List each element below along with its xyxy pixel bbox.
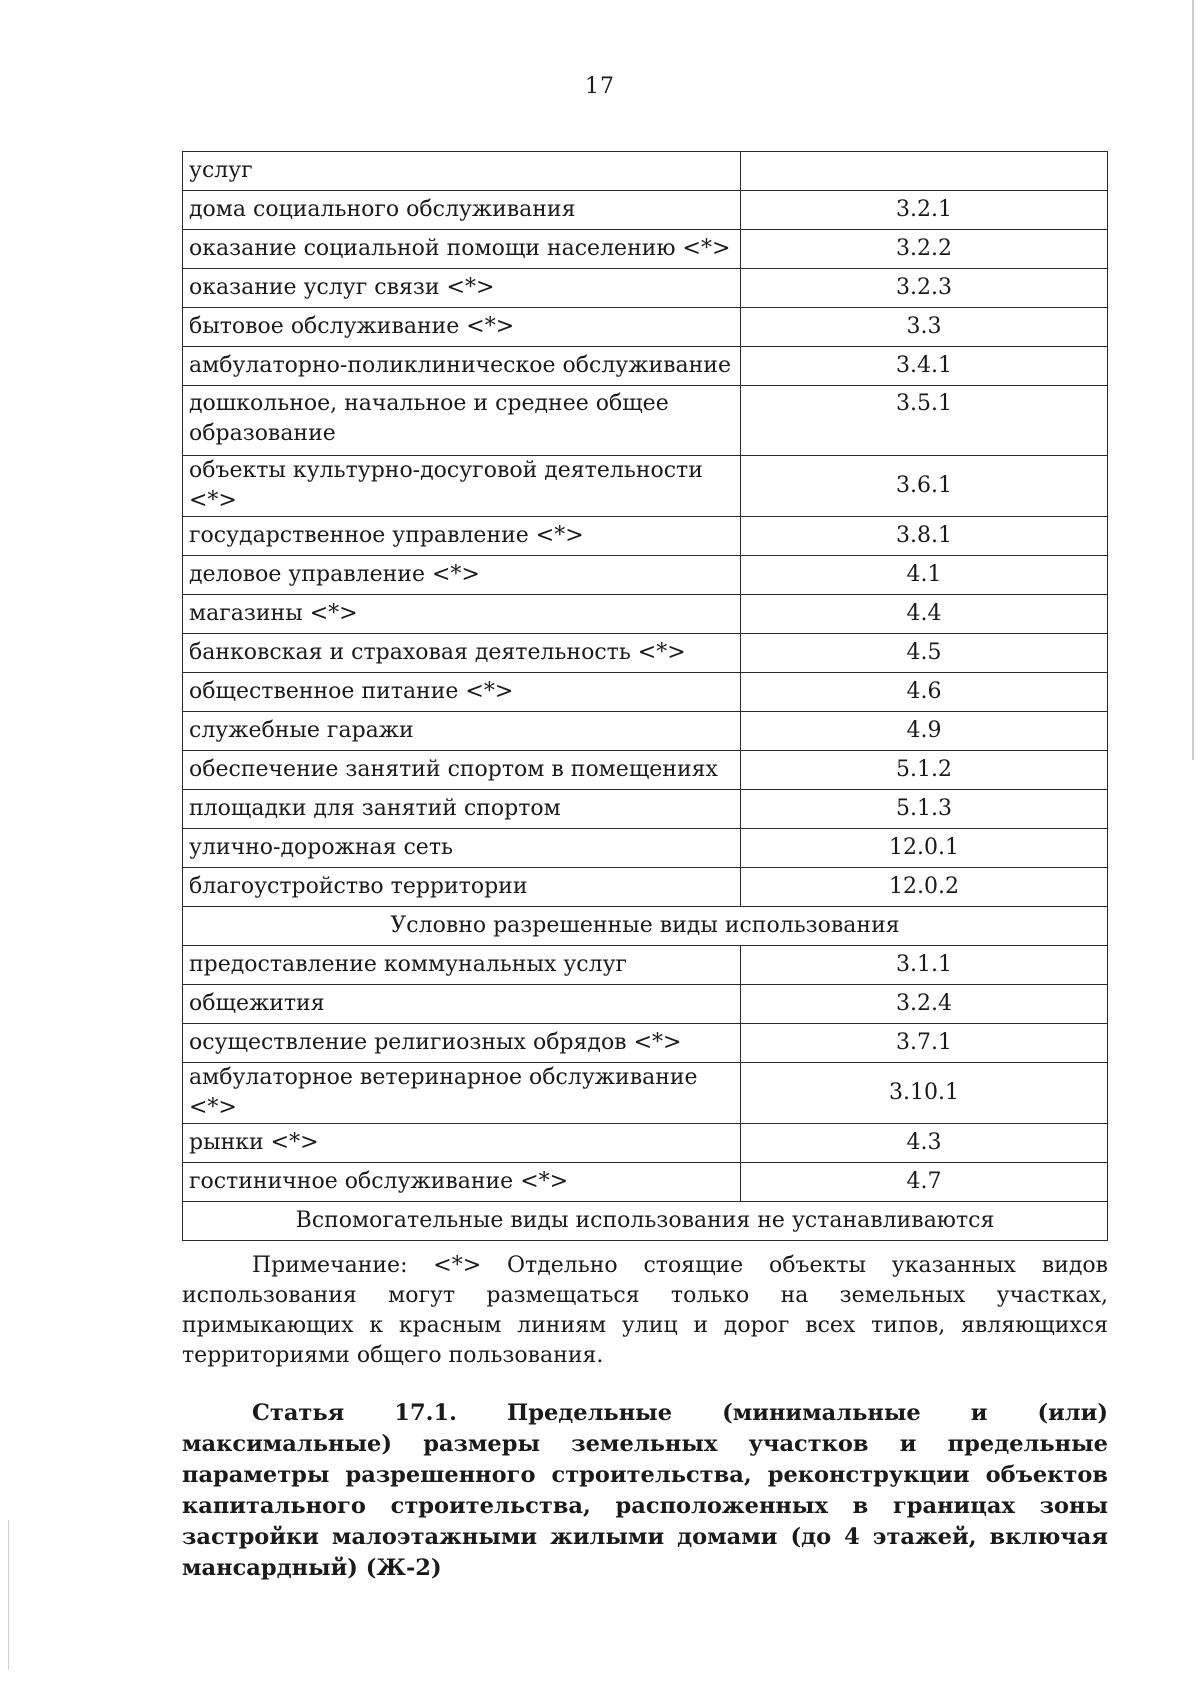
page-number: 17	[585, 74, 615, 99]
auxiliary-uses-note: Вспомогательные виды использования не устанавливаются	[183, 1202, 1108, 1241]
table-row	[183, 269, 1108, 308]
table-row	[183, 386, 1108, 456]
use-name-cell: служебные гаражи	[183, 712, 741, 751]
use-name-cell: обеспечение занятий спортом в помещениях	[183, 751, 741, 790]
use-code-cell: 4.4	[741, 595, 1108, 634]
use-code-cell: 4.5	[741, 634, 1108, 673]
table-row	[183, 946, 1108, 985]
use-code-cell: 3.5.1	[741, 386, 1108, 456]
table-row	[183, 456, 1108, 517]
table-row	[183, 1163, 1108, 1202]
use-code-cell: 4.7	[741, 1163, 1108, 1202]
table-row	[183, 751, 1108, 790]
table-row	[183, 347, 1108, 386]
table-row	[183, 634, 1108, 673]
use-code-cell: 3.8.1	[741, 517, 1108, 556]
use-name-cell: амбулаторно-поликлиническое обслуживание	[183, 347, 741, 386]
use-code-cell: 4.3	[741, 1124, 1108, 1163]
table-row	[183, 191, 1108, 230]
use-name-cell: услуг	[183, 152, 741, 191]
use-name-cell: банковская и страховая деятельность <*>	[183, 634, 741, 673]
scan-edge-mark	[1192, 0, 1194, 760]
use-name-cell: амбулаторное ветеринарное обслуживание <*>	[183, 1063, 741, 1124]
use-name-cell: оказание социальной помощи населению <*>	[183, 230, 741, 269]
table-row	[183, 595, 1108, 634]
use-code-cell: 3.2.3	[741, 269, 1108, 308]
use-name-cell: оказание услуг связи <*>	[183, 269, 741, 308]
use-code-cell: 3.2.1	[741, 191, 1108, 230]
table-row	[183, 868, 1108, 907]
use-code-cell: 4.1	[741, 556, 1108, 595]
use-code-cell: 5.1.2	[741, 751, 1108, 790]
section-footer-row	[183, 1202, 1108, 1241]
land-use-table	[182, 151, 1108, 1241]
use-name-cell: дошкольное, начальное и среднее общее образование	[183, 386, 741, 456]
use-name-cell: государственное управление <*>	[183, 517, 741, 556]
use-code-cell: 3.7.1	[741, 1024, 1108, 1063]
table-row	[183, 829, 1108, 868]
use-code-cell: 3.2.4	[741, 985, 1108, 1024]
use-name-cell: рынки <*>	[183, 1124, 741, 1163]
use-code-cell: 3.10.1	[741, 1063, 1108, 1124]
section-header-row	[183, 907, 1108, 946]
table-row	[183, 790, 1108, 829]
use-code-cell: 3.2.2	[741, 230, 1108, 269]
use-code-cell: 4.6	[741, 673, 1108, 712]
use-name-cell: магазины <*>	[183, 595, 741, 634]
use-name-cell: улично-дорожная сеть	[183, 829, 741, 868]
use-name-cell: общежития	[183, 985, 741, 1024]
scan-edge-mark	[8, 1520, 9, 1670]
conditional-uses-header: Условно разрешенные виды использования	[183, 907, 1108, 946]
footnote-paragraph: Примечание: <*> Отдельно стоящие объекты указанных видов использования могут размещаться только на земельных участках, примыкающих к красным линиям улиц и дорог всех типов, являющихся территориями общего пользования.	[182, 1253, 1108, 1368]
table-row	[183, 308, 1108, 347]
use-code-cell: 3.4.1	[741, 347, 1108, 386]
use-name-cell: предоставление коммунальных услуг	[183, 946, 741, 985]
use-name-cell: объекты культурно-досуговой деятельности <*>	[183, 456, 741, 517]
use-code-cell: 5.1.3	[741, 790, 1108, 829]
use-name-cell: дома социального обслуживания	[183, 191, 741, 230]
table-row	[183, 556, 1108, 595]
use-code-cell: 3.1.1	[741, 946, 1108, 985]
table-row	[183, 1063, 1108, 1124]
use-name-cell: бытовое обслуживание <*>	[183, 308, 741, 347]
use-code-cell: 4.9	[741, 712, 1108, 751]
use-code-cell: 12.0.2	[741, 868, 1108, 907]
use-name-cell: осуществление религиозных обрядов <*>	[183, 1024, 741, 1063]
table-row	[183, 1024, 1108, 1063]
table-row	[183, 152, 1108, 191]
use-code-cell: 3.3	[741, 308, 1108, 347]
table-row	[183, 1124, 1108, 1163]
use-code-cell: 12.0.1	[741, 829, 1108, 868]
use-name-cell: общественное питание <*>	[183, 673, 741, 712]
table-row	[183, 517, 1108, 556]
article-heading: Статья 17.1. Предельные (минимальные и (или) максимальные) размеры земельных участков и предельные параметры разрешенного строительства, реконструкции объектов капитального строительства, расположенных в границах зоны застройки малоэтажными жилыми домами (до 4 этажей, включая мансардный) (Ж-2)	[182, 1400, 1108, 1581]
table-row	[183, 673, 1108, 712]
use-name-cell: деловое управление <*>	[183, 556, 741, 595]
use-code-cell: 3.6.1	[741, 456, 1108, 517]
table-row	[183, 712, 1108, 751]
table-row	[183, 230, 1108, 269]
use-name-cell: гостиничное обслуживание <*>	[183, 1163, 741, 1202]
use-name-cell: площадки для занятий спортом	[183, 790, 741, 829]
table-body	[183, 152, 1108, 1241]
use-name-cell: благоустройство территории	[183, 868, 741, 907]
use-code-cell	[741, 152, 1108, 191]
table-row	[183, 985, 1108, 1024]
